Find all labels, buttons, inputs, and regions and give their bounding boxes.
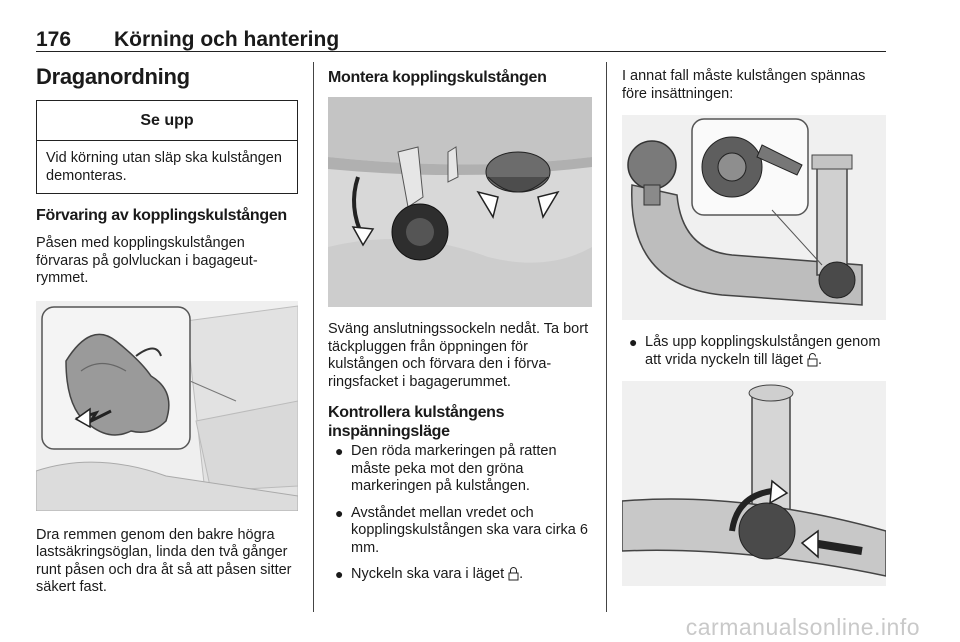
list-item: ● Avståndet mellan vredet och kopplingskulstången ska vara cirka 6 mm. bbox=[335, 504, 588, 556]
check-list bbox=[328, 443, 592, 587]
unlock-list bbox=[622, 334, 886, 372]
caution-box bbox=[36, 100, 298, 194]
column-divider bbox=[313, 62, 314, 612]
tension-text: I annat fall måste kulstången spännas före insättningen: bbox=[622, 68, 866, 102]
mount-heading: Montera kopplingskulstången bbox=[328, 69, 547, 86]
column-middle bbox=[328, 60, 592, 596]
list-item: ● Den röda markeringen på ratten måste peka mot den gröna markeringen på kulstången. bbox=[335, 443, 557, 494]
column-divider bbox=[606, 62, 607, 612]
caution-heading: Se upp bbox=[37, 101, 297, 141]
socket-illustration bbox=[328, 97, 592, 307]
page-header bbox=[36, 26, 886, 52]
lock-closed-icon bbox=[508, 566, 519, 587]
column-left bbox=[36, 60, 298, 597]
watermark: carmanualsonline.info bbox=[685, 614, 920, 640]
strap-text: Dra remmen genom den bakre högra lastsäkringsöglan, linda den två gånger runt påsen och dra åt så att påsen sitter säkert fast. bbox=[36, 526, 292, 595]
storage-text: Påsen med kopplingskulstången förvaras på golvluckan i bagageut-rymmet. bbox=[36, 235, 258, 286]
knob-illustration bbox=[622, 381, 886, 586]
bullet-icon: ● bbox=[335, 566, 344, 582]
storage-heading: Förvaring av kopplingskulstången bbox=[36, 207, 287, 224]
column-right bbox=[622, 60, 886, 586]
caution-text: Vid körning utan släp ska kulstången demonteras. bbox=[46, 150, 282, 184]
bullet-icon: ● bbox=[335, 504, 344, 521]
list-item: ● Lås upp kopplingskulstången genom att vrida nyckeln till läget . bbox=[622, 334, 886, 372]
ballbar-illustration bbox=[622, 115, 886, 320]
bullet-icon: ● bbox=[335, 443, 344, 459]
lock-open-icon bbox=[807, 352, 818, 373]
trunk-storage-illustration bbox=[36, 301, 298, 511]
check-heading: Kontrollera kulstångens inspänningsläge bbox=[328, 404, 505, 440]
socket-text: Sväng anslutningssockeln nedåt. Ta bort täckpluggen från öppningen för kulstången och förvara den i förva-ringsfacket i bagagerummet. bbox=[328, 321, 589, 390]
section-title: Draganordning bbox=[36, 64, 190, 89]
bullet-icon: ● bbox=[629, 334, 638, 350]
list-item: ● Nyckeln ska vara i läget . bbox=[328, 566, 592, 587]
page-number: 176 bbox=[36, 28, 72, 51]
chapter-title: Körning och hantering bbox=[114, 28, 340, 51]
